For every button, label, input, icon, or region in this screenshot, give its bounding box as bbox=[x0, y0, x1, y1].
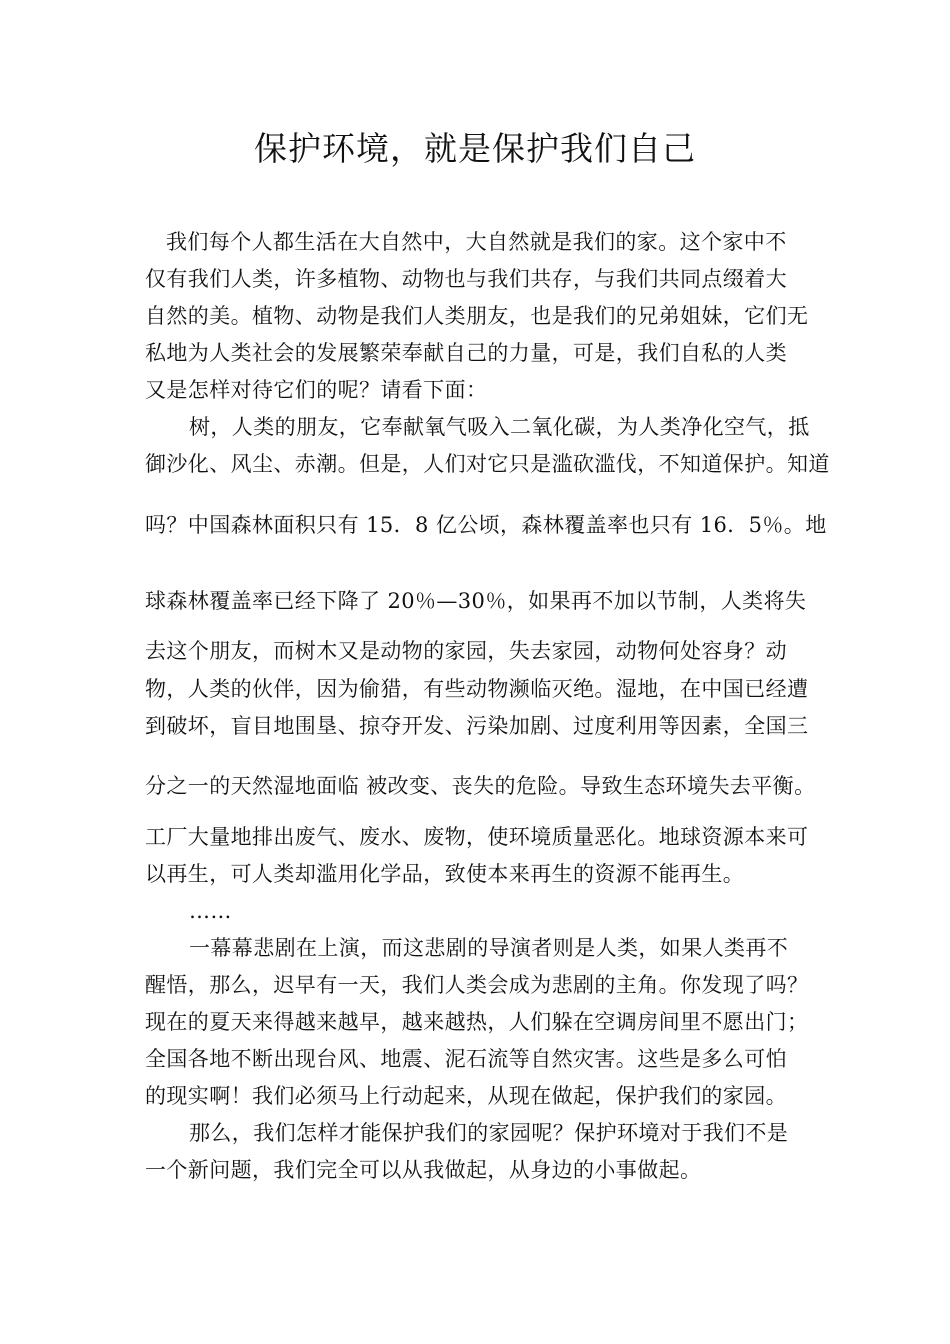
text-line: 自然的美。植物、动物是我们人类朋友，也是我们的兄弟姐妹，它们无 bbox=[145, 304, 809, 328]
text-line: 物，人类的伙伴，因为偷猎，有些动物濒临灭绝。湿地，在中国已经遭 bbox=[145, 677, 809, 701]
text-line: 我们每个人都生活在大自然中，大自然就是我们的家。这个家中不 bbox=[166, 230, 787, 254]
text-line: 吗？中国森林面积只有 15．8 亿公顷，森林覆盖率也只有 16．5％。地 bbox=[145, 513, 827, 537]
text-line: 的现实啊！我们必须马上行动起来，从现在做起，保护我们的家园。 bbox=[145, 1084, 787, 1108]
text-line: 又是怎样对待它们的呢？请看下面： bbox=[145, 378, 488, 402]
text-line: 以再生，可人类却滥用化学品，致使本来再生的资源不能再生。 bbox=[145, 862, 745, 886]
text-line: 御沙化、风尘、赤潮。但是，人们对它只是滥砍滥伐，不知道保护。知道 bbox=[145, 452, 830, 476]
text-line: 到破坏，盲目地围垦、掠夺开发、污染加剧、过度利用等因素，全国三 bbox=[145, 714, 809, 738]
ellipsis: …… bbox=[189, 899, 232, 923]
text-line: 树，人类的朋友，它奉献氧气吸入二氧化碳，为人类净化空气，抵 bbox=[189, 415, 810, 439]
text-line: 现在的夏天来得越来越早，越来越热，人们躲在空调房间里不愿出门； bbox=[145, 1010, 809, 1034]
text-line: 那么，我们怎样才能保护我们的家园呢？保护环境对于我们不是 bbox=[189, 1121, 789, 1145]
text-line: 球森林覆盖率已经下降了 20％—30％，如果再不加以节制，人类将失 bbox=[145, 589, 807, 613]
text-line: 去这个朋友，而树木又是动物的家园，失去家园，动物何处容身？动 bbox=[145, 639, 787, 663]
text-line: 分之一的天然湿地面临 被改变、丧失的危险。导致生态环境失去平衡。 bbox=[145, 774, 816, 798]
text-line: 醒悟，那么，迟早有一天，我们人类会成为悲剧的主角。你发现了吗？ bbox=[145, 973, 809, 997]
text-line: 仅有我们人类，许多植物、动物也与我们共存，与我们共同点缀着大 bbox=[145, 267, 787, 291]
document-title: 保护环境，就是保护我们自己 bbox=[254, 129, 696, 168]
text-line: 私地为人类社会的发展繁荣奉献自己的力量，可是，我们自私的人类 bbox=[145, 341, 787, 365]
text-line: 工厂大量地排出废气、废水、废物，使环境质量恶化。地球资源本来可 bbox=[145, 825, 809, 849]
text-line: 一个新问题，我们完全可以从我做起，从身边的小事做起。 bbox=[145, 1158, 702, 1182]
text-line: 一幕幕悲剧在上演，而这悲剧的导演者则是人类，如果人类再不 bbox=[189, 936, 789, 960]
text-line: 全国各地不断出现台风、地震、泥石流等自然灾害。这些是多么可怕 bbox=[145, 1047, 787, 1071]
